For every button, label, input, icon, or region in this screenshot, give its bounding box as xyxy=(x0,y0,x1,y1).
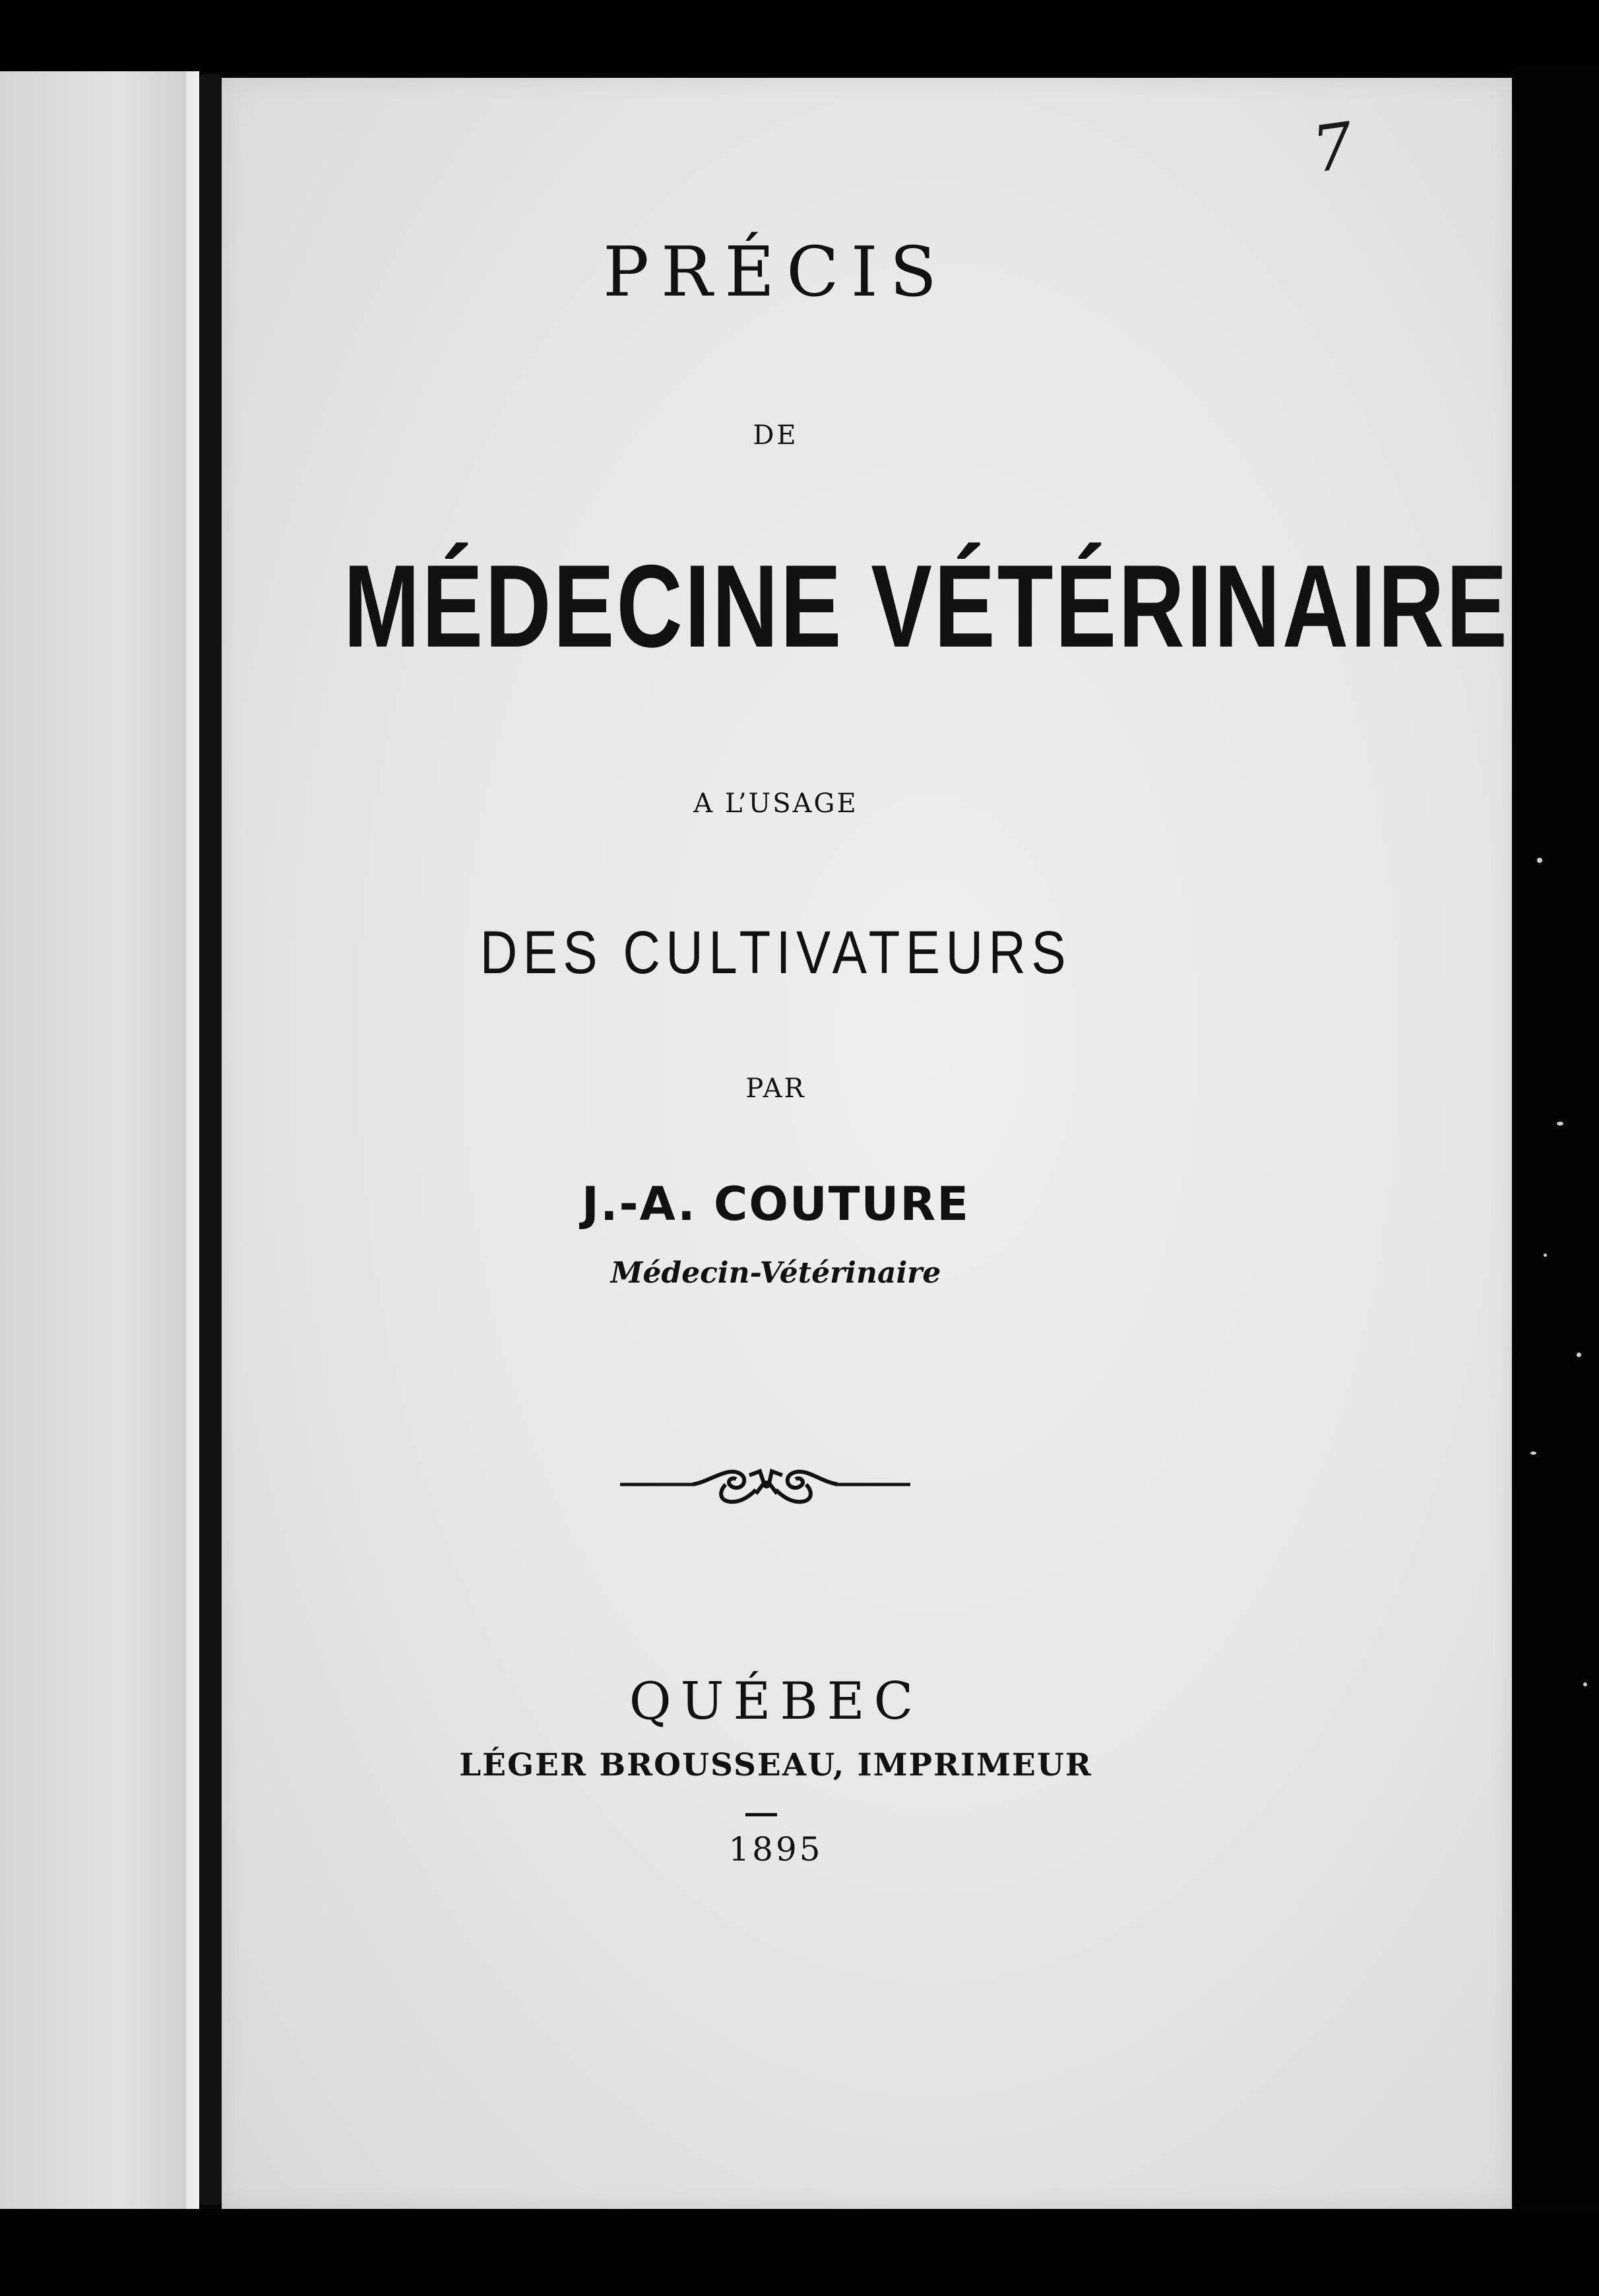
usage-line: A L’USAGE xyxy=(693,788,858,819)
printer-name: LÉGER BROUSSEAU, IMPRIMEUR xyxy=(459,1747,1092,1783)
publication-year: 1895 xyxy=(728,1830,823,1868)
dust-speck xyxy=(1537,858,1542,863)
scan-bottom-border xyxy=(0,2209,1599,2296)
dust-speck xyxy=(1577,1353,1581,1357)
dust-speck xyxy=(1530,1451,1536,1455)
dust-speck xyxy=(1583,1682,1587,1686)
author-title: Médecin-Vétérinaire xyxy=(610,1256,941,1290)
audience-line: DES CULTIVATEURS xyxy=(480,919,1072,986)
title-precis: PRÉCIS xyxy=(602,232,949,312)
title-de: DE xyxy=(753,420,799,451)
main-title: MÉDECINE VÉTÉRINAIRE xyxy=(343,540,1510,672)
scan-right-border xyxy=(1512,66,1599,2296)
scan-top-border xyxy=(0,0,1599,73)
binding-shadow xyxy=(199,74,222,2205)
short-rule xyxy=(745,1813,777,1816)
left-page-edge xyxy=(186,71,199,2209)
dust-speck xyxy=(1544,1254,1547,1257)
by-line: PAR xyxy=(745,1073,806,1104)
dust-speck xyxy=(1557,1122,1563,1126)
author-name: J.-A. COUTURE xyxy=(581,1177,970,1231)
publication-city: QUÉBEC xyxy=(629,1672,923,1731)
title-page xyxy=(222,78,1512,2209)
ornament-divider-icon xyxy=(620,1457,910,1512)
handwritten-page-number: 7 xyxy=(1307,108,1358,187)
left-facing-page xyxy=(0,71,198,2209)
